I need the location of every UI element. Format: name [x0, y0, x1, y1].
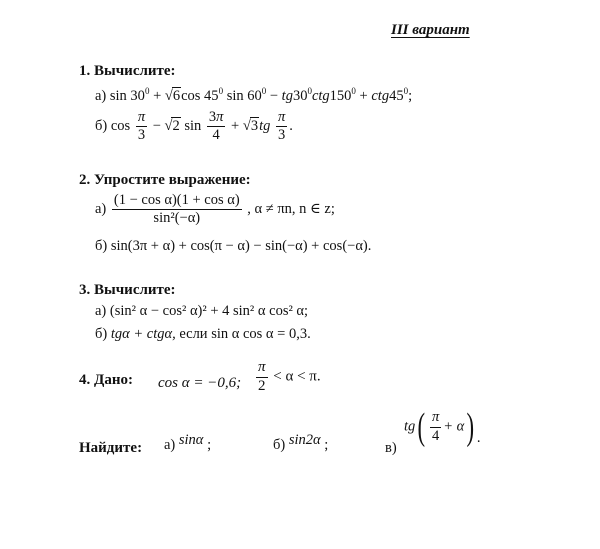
find-a: [164, 432, 212, 454]
task1-a-label: а): [95, 88, 107, 104]
task3-b-expr: tgα + ctgα,: [110, 326, 176, 342]
task1-b: [95, 110, 293, 143]
find-c-end: .: [476, 430, 481, 447]
task3-b-label: б): [95, 326, 108, 342]
find-label: Найдите:: [79, 440, 143, 456]
find-b-expr: sin2α: [288, 432, 321, 448]
task1-a-expr: $\sin 30^0 + √6\cos$ $45^0$ $\sin 60^0 - tg30^0ctg150^0 + ctg45^0$;: [109, 86, 413, 104]
find-a-label: а): [164, 437, 176, 453]
task3-b-if: если: [179, 326, 208, 342]
task2-b-label: б): [95, 238, 108, 254]
task1-a: [95, 88, 412, 105]
task3-b: [95, 326, 311, 343]
task1-title: 1. Вычислите:: [79, 63, 176, 79]
left-paren: (: [417, 406, 426, 448]
task2-a-condition: , α ≠ πn, n ∈ z;: [247, 201, 335, 218]
task3-a: [95, 303, 308, 320]
task4-title: 4. Дано:: [79, 372, 133, 388]
task4-range-den: 2: [258, 377, 266, 394]
right-paren: ): [466, 406, 475, 448]
find-c: [404, 408, 481, 446]
task1-b-label: б): [95, 118, 108, 135]
task4-range-tail: < α < π.: [273, 368, 321, 385]
find-c-den: 4: [431, 427, 440, 444]
find-a-end: ;: [207, 437, 212, 453]
find-c-label: в): [385, 440, 397, 456]
find-c-fraction: [430, 410, 441, 443]
task2-a-denominator: sin²(−α): [153, 210, 201, 227]
task2-a-fraction: [112, 193, 242, 226]
task2-a-label: а): [95, 201, 107, 218]
find-c-tail: + α: [443, 418, 465, 435]
task2-b-expr: sin(3π + α) + cos(π − α) − sin(−α) + cos(−α).: [110, 238, 372, 254]
task3-b-condition: sin α cos α = 0,3.: [211, 326, 311, 342]
task1-b-expr: cos $\frac{\pi}{3}$ − √2 sin $\frac{3\pi}{4}$ + √3tg $\frac{\pi}{3}$ .: [110, 109, 293, 144]
task2-a: [95, 193, 335, 226]
task4-range-fraction: [256, 360, 268, 395]
variant-title: III вариант: [391, 22, 470, 38]
find-b-label: б): [273, 437, 286, 453]
find-b: [273, 432, 329, 454]
task4-range: [254, 360, 321, 395]
task2-a-numerator: (1 − cos α)(1 + cos α): [112, 193, 242, 210]
task3-a-label: а): [95, 303, 107, 319]
task2-b: [95, 238, 371, 255]
task3-title: 3. Вычислите:: [79, 282, 176, 298]
find-a-expr: sinα: [178, 432, 204, 448]
find-c-func: tg: [404, 418, 416, 435]
task3-a-expr: (sin² α − cos² α)² + 4 sin² α cos² α;: [109, 303, 309, 319]
task2-title: 2. Упростите выражение:: [79, 172, 251, 188]
task4-given: cos α = −0,6;: [158, 375, 242, 391]
find-c-num: π: [430, 410, 441, 427]
task4-range-num: π: [256, 360, 268, 378]
find-b-end: ;: [324, 437, 329, 453]
